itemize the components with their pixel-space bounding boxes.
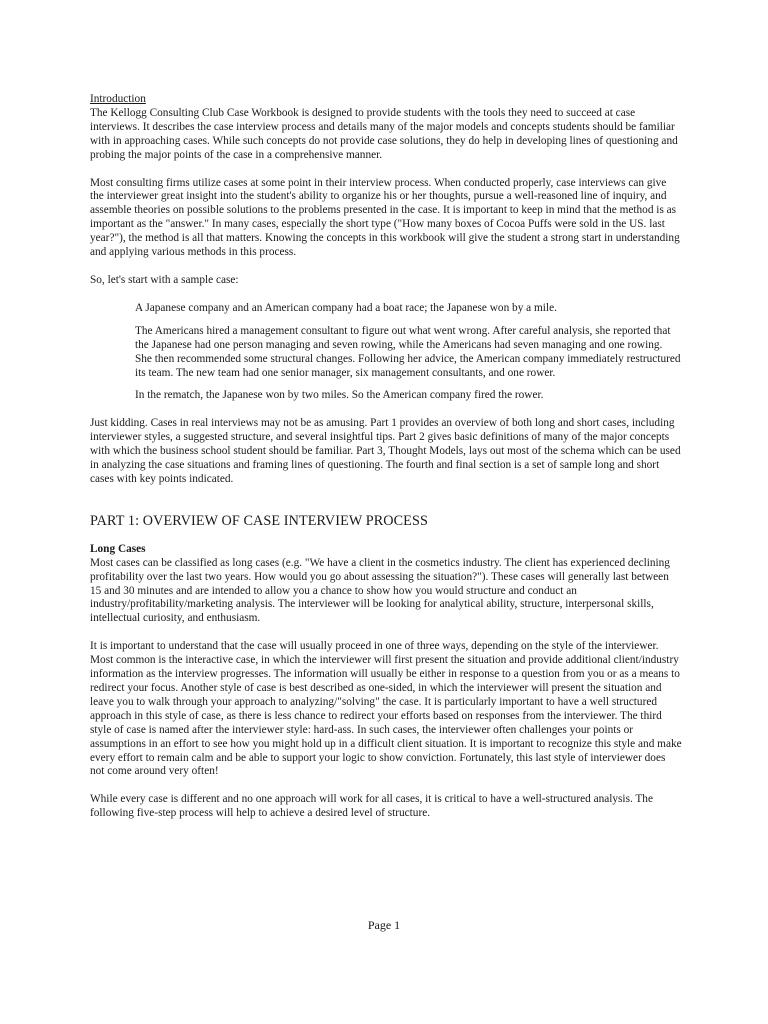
page-number: Page 1 xyxy=(367,918,401,932)
intro-paragraph: Most consulting firms utilize cases at some point in their interview process. When conducted properly, case interviews can give the interviewer great insight into the student's ability to organize his or her thoughts, pursue a well-reasoned line of inquiry, and assemble theories on possible solutions to the problems presented in the case. It is important to keep in mind that the method is as important as the "answer." In many cases, especially the short type ("How many boxes of Cocoa Puffs were sold in the US. last year?"), the method is all that matters. Knowing the concepts in this workbook will give the student a strong start in understanding and applying various methods in this process. xyxy=(90,176,680,259)
part1-heading: PART 1: OVERVIEW OF CASE INTERVIEW PROCESS xyxy=(90,512,428,529)
part1-paragraph: While every case is different and no one approach will work for all cases, it is critical to have a well-structured analysis. The following five-step process will help to achieve a desired level of structure. xyxy=(90,793,653,820)
document-body xyxy=(90,93,682,821)
introduction-heading: Introduction xyxy=(90,93,146,105)
sample-case-paragraph: In the rematch, the Japanese won by two miles. So the American company fired the rower. xyxy=(135,389,544,402)
intro-paragraph: So, let's start with a sample case: xyxy=(90,273,239,286)
sample-case-paragraph: The Americans hired a management consultant to figure out what went wrong. After careful analysis, she reported that the Japanese had one person managing and seven rowing, while the Americans had seven managing and one rowing. She then recommended some structural changes. Following her advice, the American company immediately restructured its team. The new team had one senior manager, six management consultants, and one rower. xyxy=(135,324,681,379)
sample-case-block xyxy=(135,302,682,403)
part1-paragraph: Most cases can be classified as long cases (e.g. "We have a client in the cosmetics industry. The client has experienced declining profitability over the last two years. How would you go about assessing the situation?"). These cases will generally last between 15 and 30 minutes and are intended to allow you a chance to show how you would structure and conduct an industry/profitability/marketing analysis. The interviewer will be looking for analytical ability, structure, interpersonal skills, intellectual curiosity, and enthusiasm. xyxy=(90,556,670,625)
part1-paragraph: It is important to understand that the case will usually proceed in one of three ways, depending on the style of the interviewer. Most common is the interactive case, in which the interviewer will first present the situation and provide additional client/industry information as the interview progresses. The information will usually be either in response to a question from you or as a means to redirect your focus. Another style of case is best described as one-sided, in which the interviewer will present the situation and leave you to walk through your approach to analyzing/"solving" the case. It is particularly important to have a well structured approach in this style of case, as there is less chance to redirect your efforts based on responses from the interviewer. The third style of case is named after the interviewer style: hard-ass. In such cases, the interviewer often challenges your points or assumptions in an effort to see how you might hold up in a difficult client situation. It is important to recognize this style and make every effort to remain calm and be able to support your logic to show conviction. Fortunately, this last style of interviewer does not come around very often! xyxy=(90,640,682,778)
intro-paragraph: The Kellogg Consulting Club Case Workbook is designed to provide students with the tools they need to succeed at case interviews. It describes the case interview process and details many of the major models and concepts students should be familiar with in approaching cases. While such concepts do not provide case solutions, they do help in developing lines of questioning and probing the major points of the case in a comprehensive manner. xyxy=(90,106,678,161)
closing-intro-paragraph: Just kidding. Cases in real interviews may not be as amusing. Part 1 provides an overview of both long and short cases, including interviewer styles, a suggested structure, and several insightful tips. Part 2 gives basic definitions of many of the major concepts with which the business school student should be familiar. Part 3, Thought Models, lays out most of the schema which can be used in analyzing the case situations and framing lines of questioning. The fourth and final section is a set of sample long and short cases with key points indicated. xyxy=(90,417,681,485)
long-cases-subheading: Long Cases xyxy=(90,542,146,555)
sample-case-paragraph: A Japanese company and an American company had a boat race; the Japanese won by a mile. xyxy=(135,301,557,314)
